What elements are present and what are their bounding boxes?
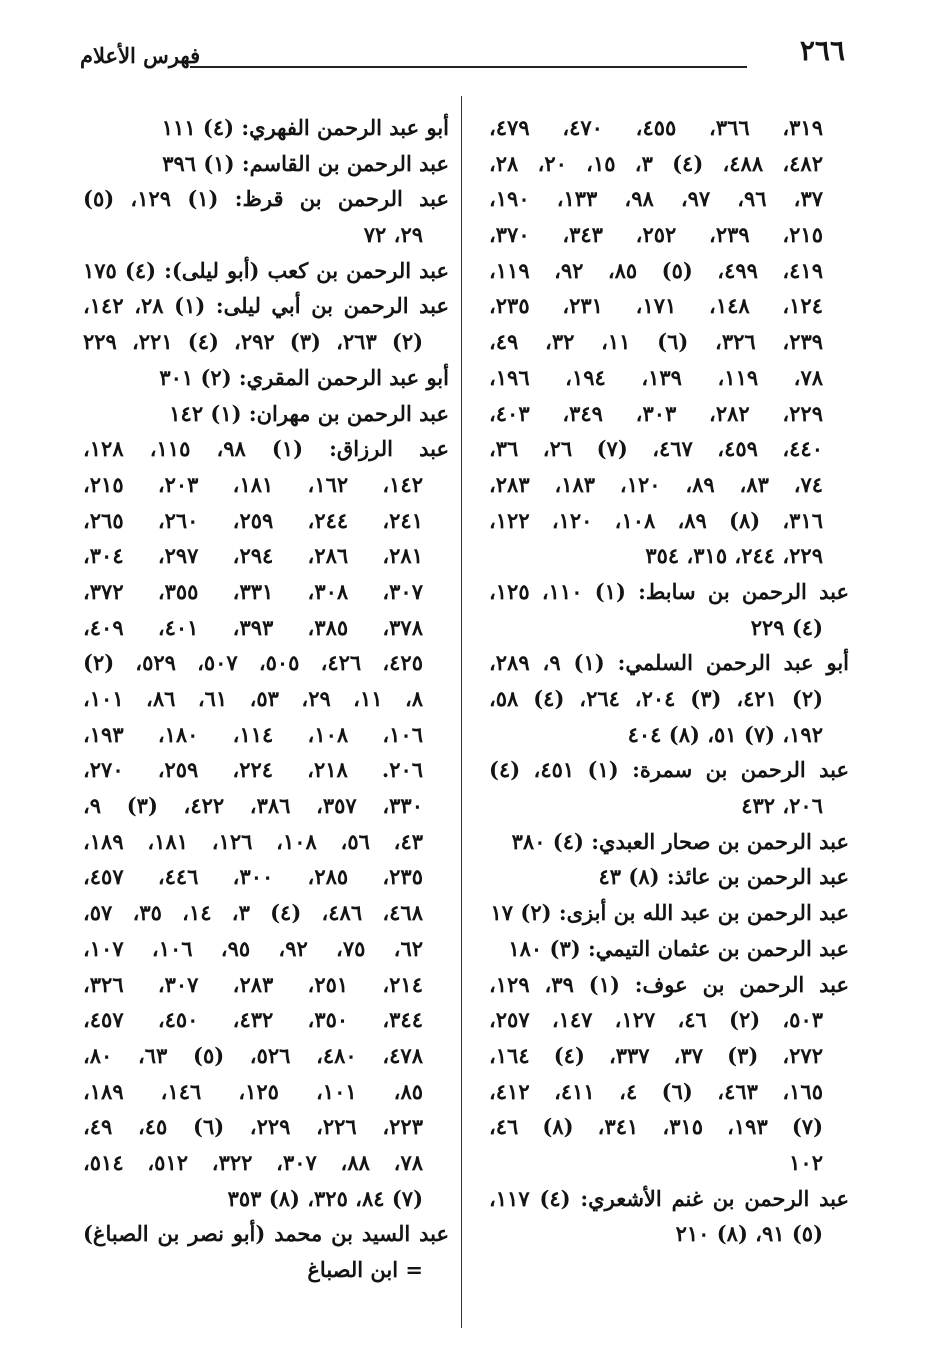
index-entry-continuation: ٧٨، ٨٨، ٣٠٧، ٣٢٢، ٥١٢، ٥١٤،	[83, 1149, 424, 1175]
index-entry-continuation: ٣٧٨، ٣٨٥، ٣٩٣، ٤٠١، ٤٠٩،	[83, 614, 423, 640]
index-entry: عبد الرحمن بن سمرة: (١) ٤٥١، (٤)	[489, 757, 849, 783]
index-entry: عبد الرحمن بن عثمان التيمي: (٣) ١٨٠	[508, 935, 849, 961]
index-entry-continuation: ٤٤٠، ٤٥٩، ٤٦٧، (٧) ٢٦، ٣٦،	[489, 436, 823, 462]
index-entry-continuation: ٢٩، ٧٢	[363, 222, 423, 248]
index-entry: عبد الرحمن بن أبي ليلى: (١) ٢٨، ١٤٢،	[83, 293, 449, 319]
index-entry-continuation: ٢٢٣، ٢٢٦، ٢٢٩، (٦) ٤٥، ٤٩،	[83, 1114, 423, 1140]
index-entry-continuation: ٤٣، ٥٦، ١٠٨، ١٢٦، ١٨١، ١٨٩،	[83, 828, 424, 854]
index-entry-continuation: ٢٠٦، ٤٣٢	[741, 793, 823, 819]
index-entry-continuation: ٣٤٤، ٣٥٠، ٤٣٢، ٤٥٠، ٤٥٧،	[83, 1007, 423, 1033]
index-entry-continuation: ١٩٢، (٧) ٥١، (٨) ٤٠٤	[627, 721, 823, 747]
index-entry-continuation: ١٢٤، ١٤٨، ١٧١، ٢٣١، ٢٣٥،	[489, 293, 823, 319]
page-number: ٢٦٦	[799, 34, 845, 67]
index-entry-continuation: = ابن الصباغ	[307, 1257, 423, 1282]
index-entry-continuation: ٢٣٥، ٢٨٥، ٣٠٠، ٤٤٦، ٤٥٧،	[83, 864, 423, 890]
index-entry-continuation: ١٤٢، ١٦٢، ١٨١، ٢٠٣، ٢١٥،	[83, 471, 423, 497]
index-entry-continuation: ٢١٥، ٢٣٩، ٢٥٢، ٣٤٣، ٣٧٠،	[489, 222, 823, 248]
index-entry-continuation: ٤٧٨، ٤٨٠، ٥٢٦، (٥) ٦٣، ٨٠،	[83, 1042, 423, 1068]
index-entry-continuation: (٥) ٩١، (٨) ٢١٠	[675, 1221, 823, 1247]
index-entry: أبو عبد الرحمن المقري: (٢) ٣٠١	[159, 364, 449, 390]
index-entry-continuation: ٧٨، ١١٩، ١٣٩، ١٩٤، ١٩٦،	[489, 364, 824, 390]
index-entry-continuation: ٤٨٢، ٤٨٨، (٤) ٣، ١٥، ٢٠، ٢٨،	[489, 150, 823, 176]
index-entry-continuation: ٢٢٩، ٢٨٢، ٣٠٣، ٣٤٩، ٤٠٣،	[489, 400, 823, 426]
index-entry-continuation: (٢) ٤٢١، (٣) ٢٠٤، ٢٦٤، (٤) ٥٨،	[489, 686, 824, 711]
index-entry-continuation: ١٦٥، ٤٦٣، (٦) ٤، ٤١١، ٤١٢،	[489, 1078, 823, 1104]
index-entry: عبد الرحمن بن غنم الأشعري: (٤) ١١٧،	[489, 1185, 849, 1211]
index-entry: أبو عبد الرحمن الفهري: (٤) ١١١	[161, 115, 449, 140]
index-entry-continuation: ٢٣٩، ٣٢٦، (٦) ١١، ٣٢، ٤٩،	[489, 329, 824, 355]
index-entry: عبد الرحمن بن سابط: (١) ١١٠، ١٢٥،	[489, 578, 849, 604]
index-entry-continuation: ٢٧٢، (٣) ٣٧، ٣٣٧، (٤) ١٦٤،	[489, 1042, 823, 1068]
index-entry: عبد الرحمن بن صحار العبدي: (٤) ٣٨٠	[511, 828, 849, 854]
index-entry-continuation: ٢٠٦. ٢١٨، ٢٢٤، ٢٥٩، ٢٧٠،	[83, 757, 424, 783]
index-entry-continuation: ٣٠٧، ٣٠٨، ٣٣١، ٣٥٥، ٣٧٢،	[83, 578, 423, 604]
index-entry-continuation: ٣٣٠، ٣٥٧، ٣٨٦، ٤٢٢، (٣) ٩،	[83, 793, 423, 819]
index-entry-continuation: ٢٢٩، ٢٤٤، ٣١٥، ٣٥٤	[645, 543, 823, 569]
index-entry-continuation: ٧٤، ٨٣، ٨٩، ١٢٠، ١٨٣، ٢٨٣،	[489, 471, 824, 497]
index-entry-continuation: (٤) ٢٢٩	[750, 614, 823, 640]
index-entry: عبد الرحمن بن القاسم: (١) ٣٩٦	[162, 150, 449, 176]
index-entry-continuation: ٣٧، ٩٦، ٩٧، ٩٨، ١٣٣، ١٩٠،	[489, 186, 824, 212]
index-entry-continuation: ٨٥، ١٠١، ١٢٥، ١٤٦، ١٨٩،	[83, 1078, 424, 1104]
index-entry-continuation: ٥٠٣، (٢) ٤٦، ١٢٧، ١٤٧، ٢٥٧،	[489, 1007, 824, 1033]
index-entry-continuation: ٢١٤، ٢٥١، ٢٨٣، ٣٠٧، ٣٢٦،	[83, 971, 423, 997]
index-entry-continuation: ٨، ١١، ٢٩، ٥٣، ٦١، ٨٦، ١٠١،	[83, 686, 424, 711]
index-entry-continuation: ٢٨١، ٢٨٦، ٢٩٤، ٢٩٧، ٣٠٤،	[83, 543, 423, 569]
left-column	[83, 110, 449, 1288]
index-entry-continuation: ٤٦٨، ٤٨٦، (٤) ٣، ١٤، ٣٥، ٥٧،	[83, 900, 423, 926]
index-entry-continuation: ٤١٩، ٤٩٩، (٥) ٨٥، ٩٢، ١١٩،	[489, 257, 823, 283]
index-entry: أبو عبد الرحمن السلمي: (١) ٩، ٢٨٩،	[489, 650, 849, 676]
index-entry-continuation: ٦٢، ٧٥، ٩٢، ٩٥، ١٠٦، ١٠٧،	[83, 935, 424, 961]
index-entry-continuation: ٤٢٥، ٤٢٦، ٥٠٥، ٥٠٧، ٥٢٩، (٢)	[83, 650, 423, 676]
index-entry: عبد الرحمن بن قرظ: (١) ١٢٩، (٥)	[83, 186, 449, 212]
index-entry-continuation: ٢٤١، ٢٤٤، ٢٥٩، ٢٦٠، ٢٦٥،	[83, 507, 423, 533]
index-entry: عبد الرحمن بن مهران: (١) ١٤٢	[169, 400, 449, 426]
index-entry-continuation: (٧) ٨٤، ٣٢٥، (٨) ٣٥٣	[227, 1185, 423, 1211]
right-column	[489, 110, 849, 1252]
page-title: فهرس الأعلام	[80, 43, 201, 68]
index-entry: عبد السيد بن محمد (أبو نصر بن الصباغ)	[83, 1221, 449, 1247]
index-entry-continuation: (٢) ٢٦٣، (٣) ٢٩٢، (٤) ٢٢١، ٢٢٩	[83, 329, 424, 355]
index-entry: عبد الرحمن بن عائذ: (٨) ٤٣	[598, 864, 849, 890]
index-entry-continuation: ١٠٢	[789, 1149, 823, 1175]
index-entry: عبد الرحمن بن عبد الله بن أبزى: (٢) ١٧	[490, 900, 849, 926]
index-entry-continuation: (٧) ١٩٣، ٣١٥، ٣٤١، (٨) ٤٦،	[489, 1114, 823, 1140]
column-divider	[461, 96, 462, 1328]
index-entry-continuation: ٣١٩، ٣٦٦، ٤٥٥، ٤٧٠، ٤٧٩،	[489, 115, 823, 140]
header-rule	[190, 66, 747, 68]
index-entry: عبد الرزاق: (١) ٩٨، ١١٥، ١٢٨،	[83, 436, 449, 462]
index-entry: عبد الرحمن بن كعب (أبو ليلى): (٤) ١٧٥	[83, 257, 449, 283]
index-entry: عبد الرحمن بن عوف: (١) ٣٩، ١٢٩،	[489, 971, 849, 997]
index-entry-continuation: ١٠٦، ١٠٨، ١١٤، ١٨٠، ١٩٣،	[83, 721, 423, 747]
index-entry-continuation: ٣١٦، (٨) ٨٩، ١٠٨، ١٢٠، ١٢٢،	[489, 507, 824, 533]
